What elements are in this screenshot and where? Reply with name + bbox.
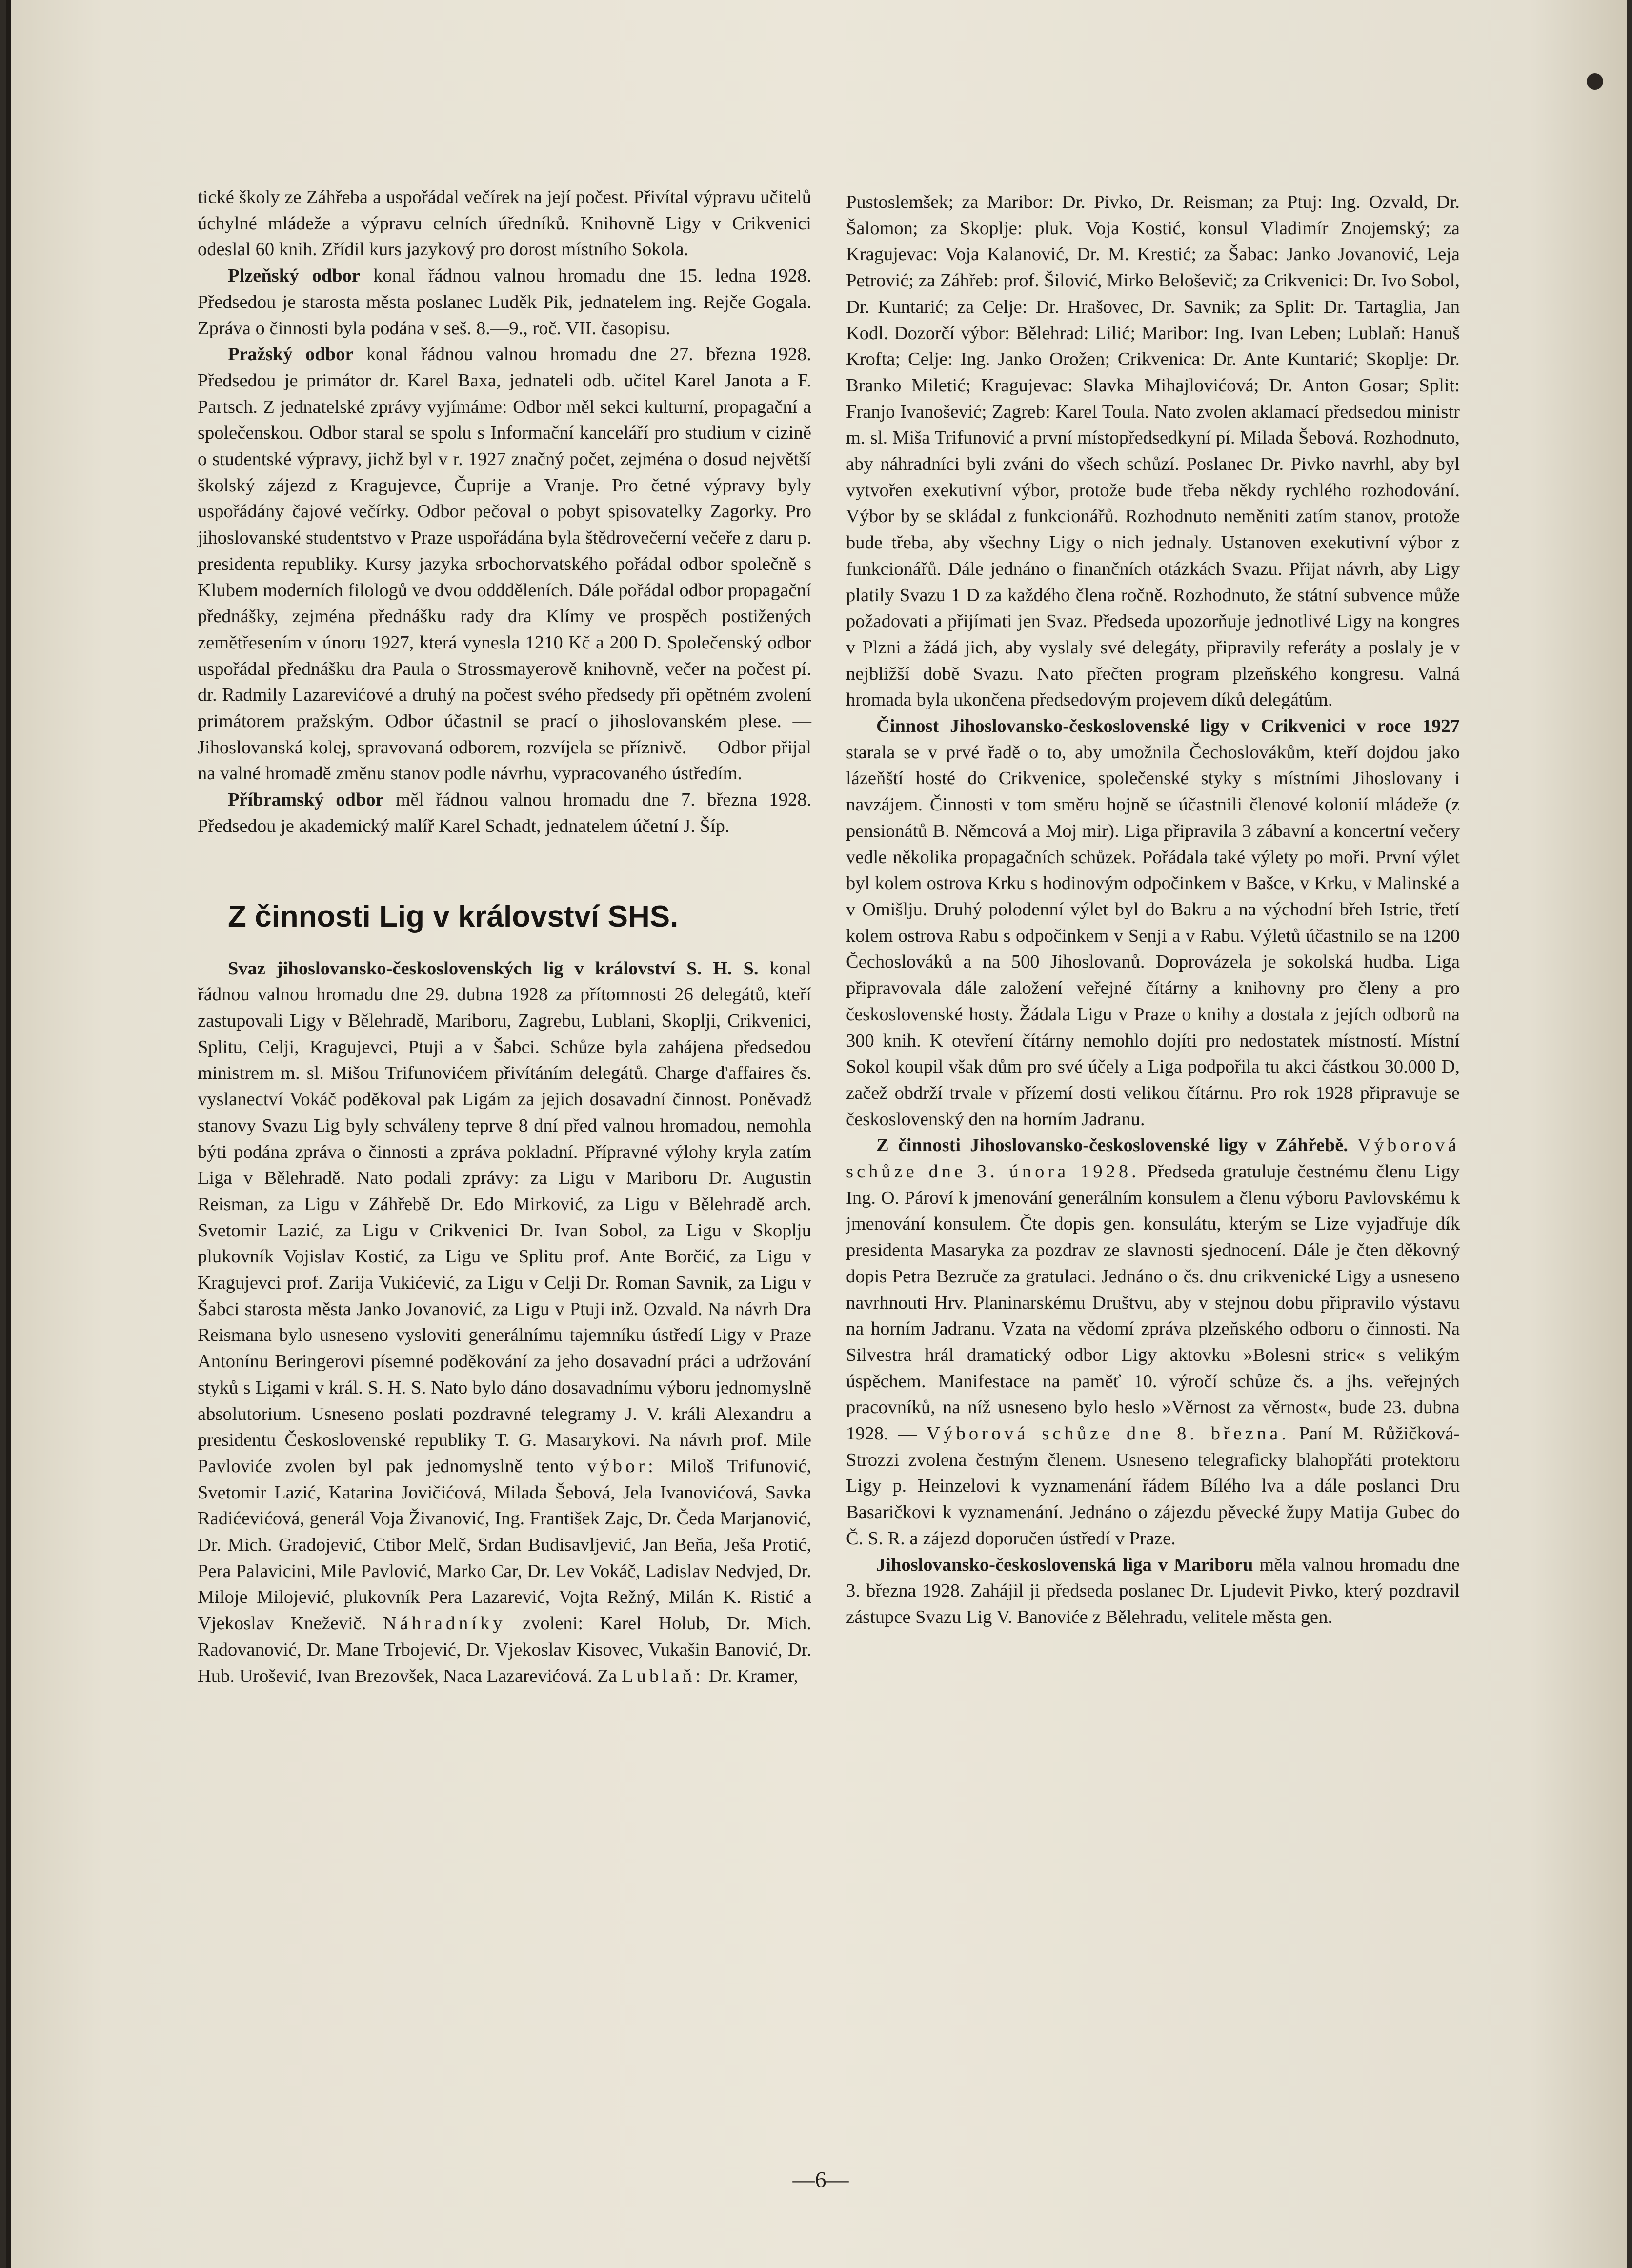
right-column <box>846 189 1460 1631</box>
paragraph-continuation: tické školy ze Záhřeba a uspořádal večírek na její počest. Přivítal výpravu učitelů úchylné mládeže a výpravu celních úředníků. Knihovně Ligy v Crikvenici odeslal 60 knih. Zřídil kurs jazykový pro dorost místního Sokola. <box>198 187 811 260</box>
paragraph-crikvenice: Činnost Jihoslovansko-československé ligy v Crikvenici v roce 1927 starala se v prvé řadě o to, aby umožnila Čechoslovákům, kteří dojdou jako lázeňští hosté do Crikvenice, společenské styky s místními Jihoslovany i navzájem. Činnosti v tom směru hojně se účastnili členové kolonií mládeže (z pensionátů B. Němcová a Moj mir). Liga připravila 3 zábavní a koncertní večery vedle několika propagačních schůzek. Pořádala také výlety po moři. První výlet byl kolem ostrova Krku s hodinovým odpočinkem v Bašce, v Krku, v Malinské a v Omišlju. Druhý polodenní výlet byl do Bakru a na východní břeh Istrie, třetí kolem ostrova Rabu s odpočinkem v Senji a v Rabu. Výletů účastnilo se na 1200 Čechoslováků a na 500 Jihoslovanů. Doprovázela je sokolská hudba. Liga připravovala dále založení veřejné čítárny a knihovny pro členy a pro československé hosty. Žádala Ligu v Praze o knihy a dostala z jejích odborů na 300 knih. K otevření čítárny nemohlo dojíti pro nedostatek místností. Místní Sokol koupil však dům pro své účely a Liga podpořila tu akci částkou 30.000 D, začež obdrží trvale v přízemí dosti velikou čítárnu. Pro rok 1928 připravuje se československý den na horním Jadranu. <box>846 716 1460 1130</box>
scanned-page <box>6 0 1627 2268</box>
left-column <box>198 184 811 1689</box>
paragraph-praha: Pražský odbor konal řádnou valnou hromadu dne 27. března 1928. Předsedou je primátor dr. Karel Baxa, jednateli odb. učitel Karel Janota a F. Partsch. Z jednatelské zprávy vyjímáme: Odbor měl sekci kulturní, propagační a společenskou. Odbor staral se spolu s Informační kanceláří pro studium v cizině o studentské výpravy, jichž byl v r. 1927 značný počet, zejména o dosud největší školský zájezd z Kragujevce, Čuprije a Vranje. Pro četné výpravy byly uspořádány čajové večírky. Odbor pečoval o pobyt spisovatelky Zagorky. Pro jihoslovanské studentstvo v Praze uspořádána byla štědrovečerní večeře z daru p. presidenta republiky. Kursy jazyka srbochorvatského pořádal odbor společně s Klubem moderních filologů ve dvou oddděleních. Dále pořádal odbor propagační přednášky, zejména přednášku rady dra Klímy ve prospěch postižených zemětřesením v únoru 1927, která vynesla 1210 Kč a 200 D. Společenský odbor uspořádal přednášku dra Paula o Strossmayerově knihovně, večer na počest pí. dr. Radmily Lazarevićové a druhý na počest svého předsedy při opětném zvolení primátorem pražským. Odbor účastnil se prací o jihoslovanském plese. — Jihoslovanská kolej, spravovaná odborem, rozvíjela se příznivě. — Odbor přijal na valné hromadě změnu stanov podle návrhu, vypracovaného ústředím. <box>198 344 812 784</box>
paragraph-zahreb: Z činnosti Jihoslovansko-československé ligy v Záhřebě. Výborová schůze dne 3. února 1928. Předseda gratuluje čestnému členu Ligy Ing. O. Pároví k jmenování generálním konsulem a členu výboru Pavlovskému k jmenování konsulem. Čte dopis gen. konsulátu, kterým se Lize vyjadřuje dík presidenta Masaryka za pozdrav ze slavnosti sjednocení. Dále je čten děkovný dopis Petra Bezruče za gratulaci. Jednáno o čs. dnu crikvenické Ligy a usneseno navrhnouti Hrv. Planinarskému Društvu, aby v stejnou dobu připravilo výstavu na horním Jadranu. Vzata na vědomí zpráva plzeňského odboru o činnosti. Na Silvestra hrál dramatický odbor Ligy aktovku »Bolesni stric« s velikým úspěchem. Manifestace na paměť 10. výročí schůze čs. a jhs. veřejných pracovníků, na níž usneseno bylo heslo »Věrnost za věrnost«, bude 23. dubna 1928. — Výborová schůze dne 8. března. Paní M. Růžičková-Strozzi zvolena čestným členem. Usneseno telegraficky blahopřáti protektoru Ligy p. Heinzelovi k vyznamenání řádem Bílého lva a dále poslanci Dru Basaričkovi k vyznamenání. Jednáno o zájezdu pěvecké župy Matija Gubec do Č. S. R. a zájezd doporučen ústředí v Praze. <box>846 1135 1460 1549</box>
paragraph-svaz-continued: Pustoslemšek; za Maribor: Dr. Pivko, Dr. Reisman; za Ptuj: Ing. Ozvald, Dr. Šalomon; za Skoplje: pluk. Voja Kostić, konsul Vladimír Znojemský; za Kragujevac: Voja Kalanović, Dr. M. Krestić; za Šabac: Janko Jovanović, Leja Petrović; za Záhřeb: prof. Šilović, Mirko Beloševič; za Crikvenici: Dr. Ivo Sobol, Dr. Kuntarić; za Celje: Dr. Hrašovec, Dr. Savnik; za Split: Dr. Tartaglia, Jan Kodl. Dozorčí výbor: Bělehrad: Lilić; Maribor: Ing. Ivan Leben; Lublaň: Hanuš Krofta; Celje: Ing. Janko Orožen; Crikvenica: Dr. Ante Kuntarić; Skoplje: Dr. Branko Miletić; Kragujevac: Slavka Mihajlovićová; Dr. Anton Gosar; Split: Franjo Ivanošević; Zagreb: Karel Toula. Nato zvolen aklamací předsedou ministr m. sl. Miša Trifunović a první místopředsedkyní pí. Milada Šebová. Rozhodnuto, aby náhradníci byli zváni do všech schůzí. Poslanec Dr. Pivko navrhl, aby byl vytvořen exekutivní výbor, protože bude třeba někdy rychlého rozhodování. Výbor by se skládal z funkcionářů. Rozhodnuto neměniti zatím stanov, protože bude třeba, aby všechny Ligy o nich jednaly. Ustanoven exekutivní výbor z funkcionářů. Dále jednáno o finančních otázkách Svazu. Přijat návrh, aby Ligy platily Svazu 1 D za každého člena ročně. Rozhodnuto, že státní subvence může požadovati a přijímati jen Svaz. Předseda upozorňuje jednotlivé Ligy na kongres v Plzni a žádá jich, aby vyslaly své delegáty, připravily referáty a poslaly je v nejbližší době Svazu. Nato přečten program plzeňského kongresu. Valná hromada byla ukončena předsedovým projevem díků delegátům. <box>846 192 1460 710</box>
paragraph-svaz: Svaz jihoslovansko-československých lig v království S. H. S. konal řádnou valnou hromadu dne 29. dubna 1928 za přítomnosti 26 delegátů, kteří zastupovali Ligy v Bělehradě, Mariboru, Zagrebu, Lublani, Skoplji, Crikvenici, Splitu, Celji, Kragujevci, Ptuji a v Šabci. Schůze byla zahájena předsedou ministrem m. sl. Mišou Trifunovićem přivítáním delegátů. Charge d'affaires čs. vyslanectví Vokáč poděkoval pak Ligám za jejich dosavadní činnost. Poněvadž stanovy Svazu Lig byly schváleny teprve 8 dní před valnou hromadou, nemohla býti podána zpráva o činnosti a zpráva pokladní. Přípravné výlohy kryla zatím Liga v Bělehradě. Nato podali zprávy: za Ligu v Mariboru Dr. Augustin Reisman, za Ligu v Záhřebě Dr. Edo Mirković, za Ligu v Bělehradě arch. Svetomir Lazić, za Ligu v Crikvenici Dr. Ivan Sobol, za Ligu v Skoplju plukovník Vojislav Kostić, za Ligu ve Splitu prof. Ante Borčić, za Ligu v Kragujevci prof. Zarija Vukićević, za Ligu v Celji Dr. Roman Savnik, za Ligu v Šabci starosta města Janko Jovanović, za Ligu v Ptuji inž. Ozvald. Na návrh Dra Reismana bylo usneseno vysloviti generálnímu tajemníku ústředí Ligy v Praze Antonínu Beringerovi písemné poděkování za jeho dosavadní práci a udržování styků s Ligami v král. S. H. S. Nato bylo dáno dosavadnímu výboru jednomyslně absolutorium. Usneseno poslati pozdravné telegramy J. V. králi Alexandru a presidentu Československé republiky T. G. Masarykovi. Na návrh prof. Mile Pavloviće zvolen byl pak jednomyslně tento výbor: Miloš Trifunović, Svetomir Lazić, Katarina Jovičićová, Milada Šebová, Jela Ivanovićová, Savka Radićevićová, generál Voja Živanović, Ing. František Zajc, Dr. Čeda Marjanović, Dr. Mich. Gradojević, Ctibor Melč, Srdan Budisavljević, Jan Beňa, Ješa Protić, Pera Palavicini, Mile Pavlović, Marko Car, Dr. Lev Vokáč, Ladislav Nedvjed, Dr. Miloje Milojević, plukovník Pera Lazarević, Vojta Režný, Milán K. Ristić a Vjekoslav Kneževič. Náhradníky zvoleni: Karel Holub, Dr. Mich. Radovanović, Dr. Mane Trbojević, Dr. Vjekoslav Kisovec, Vukašin Banović, Dr. Hub. Urošević, Ivan Brezovšek, Naca Lazarevićová. Za Lublaň: Dr. Kramer, <box>198 958 811 1686</box>
paragraph-plzen: Plzeňský odbor konal řádnou valnou hromadu dne 15. ledna 1928. Předsedou je starosta města poslanec Luděk Pik, jednatelem ing. Rejče Gogala. Zpráva o činnosti byla podána v seš. 8.—9., roč. VII. časopisu. <box>198 265 812 339</box>
paragraph-maribor: Jihoslovansko-československá liga v Mariboru měla valnou hromadu dne 3. března 1928. Zahájil ji předseda poslanec Dr. Ljudevit Pivko, který pozdravil zástupce Svazu Lig V. Banoviće z Bělehradu, velitele města gen. <box>846 1554 1460 1627</box>
section-title: Z činnosti Lig v království SHS. <box>228 899 679 933</box>
page-number: —6— <box>792 2167 849 2192</box>
scan-edge <box>6 0 11 2268</box>
paragraph-pribram: Příbramský odbor měl řádnou valnou hromadu dne 7. března 1928. Předsedou je akademický malíř Karel Schadt, jednatelem účetní J. Šíp. <box>198 790 811 836</box>
page-corner-mark <box>1587 73 1603 90</box>
